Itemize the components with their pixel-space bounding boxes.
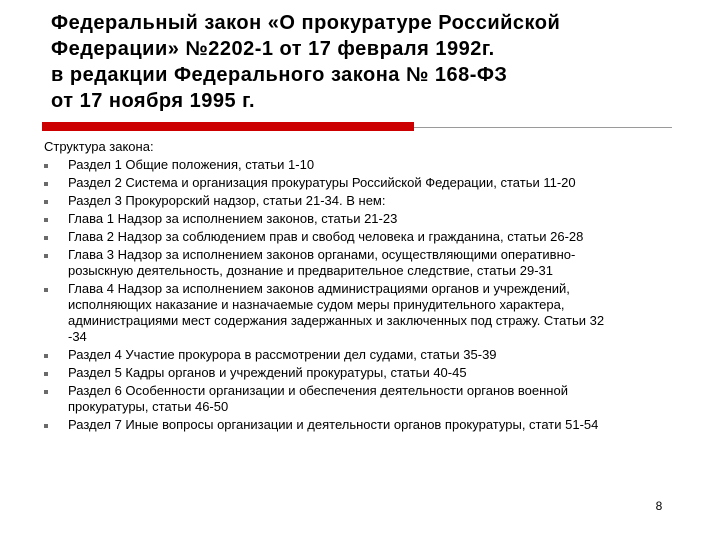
list-item-line: Раздел 3 Прокурорский надзор, статьи 21-34. В нем: bbox=[68, 193, 386, 208]
bullet-icon bbox=[44, 236, 48, 240]
list-item bbox=[44, 347, 696, 363]
title-line: Федеральный закон «О прокуратуре Российской bbox=[51, 12, 561, 34]
list-item bbox=[44, 157, 696, 173]
bullet-icon bbox=[44, 164, 48, 168]
list-item-line: Раздел 2 Система и организация прокуратуры Российской Федерации, статьи 11-20 bbox=[68, 175, 576, 190]
list-item bbox=[44, 247, 696, 279]
bullet-icon bbox=[44, 254, 48, 258]
list-item-line: Глава 4 Надзор за исполнением законов администрациями органов и учреждений, bbox=[68, 281, 570, 296]
bullet-icon bbox=[44, 218, 48, 222]
list-item-line: Раздел 6 Особенности организации и обеспечения деятельности органов военной bbox=[68, 383, 568, 398]
list-item-line: Раздел 5 Кадры органов и учреждений прокуратуры, статьи 40-45 bbox=[68, 365, 467, 380]
title-line: в редакции Федерального закона № 168-ФЗ bbox=[51, 64, 508, 86]
title-divider bbox=[414, 127, 672, 128]
list-item-line: Глава 1 Надзор за исполнением законов, статьи 21-23 bbox=[68, 211, 398, 226]
structure-list bbox=[44, 157, 696, 433]
list-item bbox=[44, 175, 696, 191]
list-item-line: Глава 2 Надзор за соблюдением прав и свобод человека и гражданина, статьи 26-28 bbox=[68, 229, 584, 244]
list-item-line: Раздел 4 Участие прокурора в рассмотрении дел судами, статьи 35-39 bbox=[68, 347, 497, 362]
page-number: 8 bbox=[655, 499, 663, 513]
bullet-icon bbox=[44, 372, 48, 376]
list-item bbox=[44, 383, 696, 415]
list-item-line: прокуратуры, статьи 46-50 bbox=[68, 399, 229, 414]
title-line: от 17 ноября 1995 г. bbox=[51, 90, 256, 112]
list-item-line: розыскную деятельность, дознание и предварительное следствие, статьи 29-31 bbox=[68, 263, 554, 278]
list-item bbox=[44, 281, 696, 345]
list-item bbox=[44, 365, 696, 381]
list-item-line: Глава 3 Надзор за исполнением законов органами, осуществляющими оперативно- bbox=[68, 247, 576, 262]
list-item bbox=[44, 229, 696, 245]
bullet-icon bbox=[44, 354, 48, 358]
bullet-icon bbox=[44, 200, 48, 204]
list-item-line: исполняющих наказание и назначаемые судом меры принудительного характера, bbox=[68, 297, 565, 312]
list-item bbox=[44, 417, 696, 433]
structure-intro: Структура закона: bbox=[44, 139, 154, 154]
slide-title bbox=[51, 10, 691, 114]
bullet-icon bbox=[44, 424, 48, 428]
bullet-icon bbox=[44, 390, 48, 394]
title-accent-bar bbox=[42, 122, 414, 131]
list-item bbox=[44, 211, 696, 227]
list-item-line: Раздел 1 Общие положения, статьи 1-10 bbox=[68, 157, 315, 172]
title-line: Федерации» №2202-1 от 17 февраля 1992г. bbox=[51, 38, 495, 60]
list-item bbox=[44, 193, 696, 209]
list-item-line: Раздел 7 Иные вопросы организации и деятельности органов прокуратуры, стати 51-54 bbox=[68, 417, 599, 432]
list-item-line: -34 bbox=[68, 329, 87, 344]
bullet-icon bbox=[44, 288, 48, 292]
list-item-line: администрациями мест содержания задержанных и заключенных под стражу. Статьи 32 bbox=[68, 313, 605, 328]
bullet-icon bbox=[44, 182, 48, 186]
slide-body bbox=[44, 139, 696, 435]
